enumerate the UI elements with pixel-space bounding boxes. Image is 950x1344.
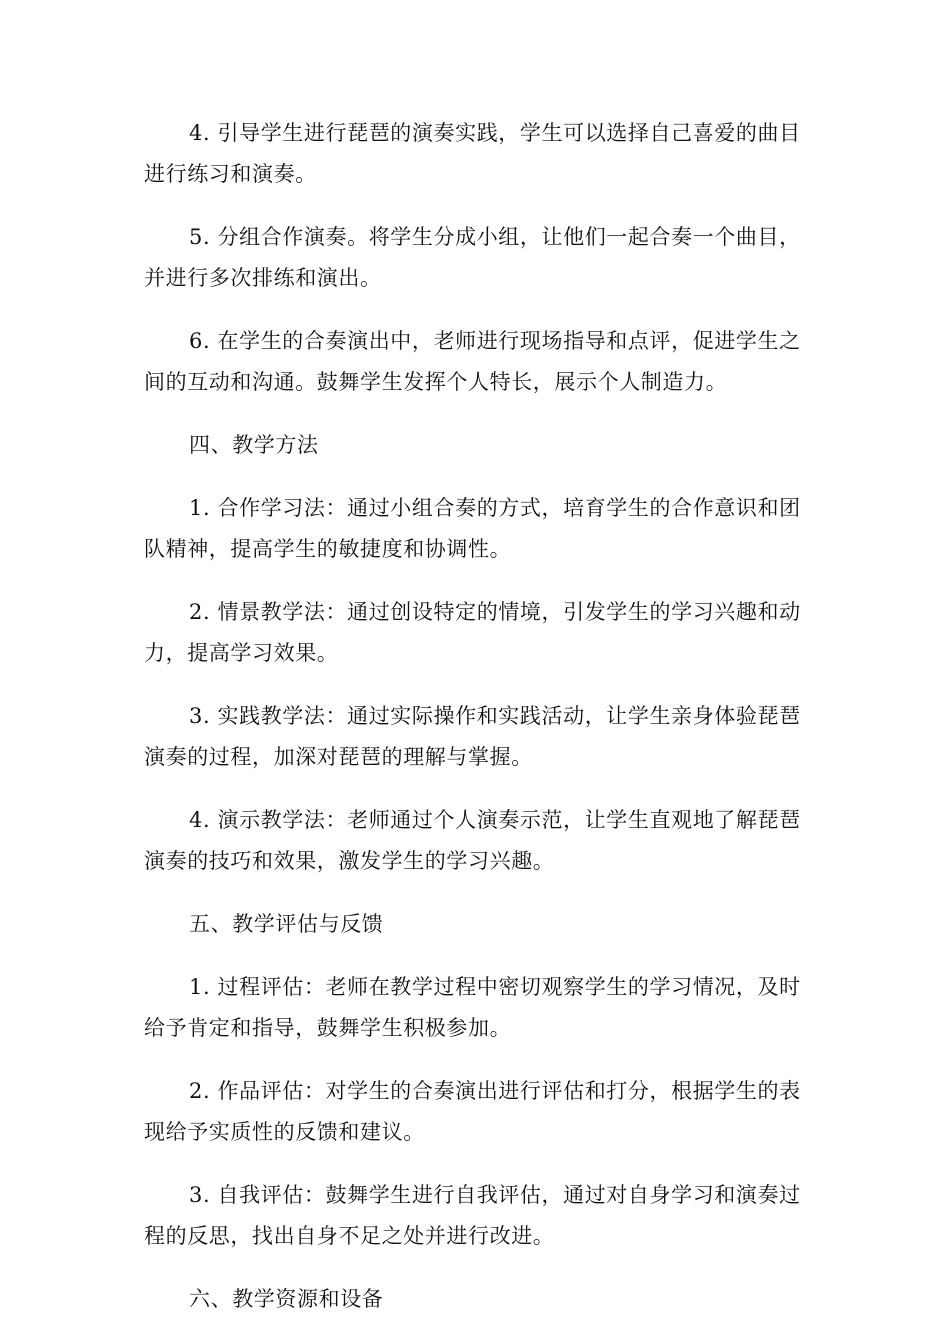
paragraph-practice-item-4: 4. 引导学生进行琵琶的演奏实践，学生可以选择自己喜爱的曲目进行练习和演奏。 [144, 121, 801, 186]
section-heading-teaching-methods: 四、教学方法 [189, 433, 319, 457]
paragraph-method-item-4: 4. 演示教学法：老师通过个人演奏示范，让学生直观地了解琵琶演奏的技巧和效果，激发学生的学习兴趣。 [144, 808, 801, 873]
paragraph-evaluation-item-2: 2. 作品评估：对学生的合奏演出进行评估和打分，根据学生的表现给予实质性的反馈和建议。 [144, 1079, 801, 1144]
paragraph-method-item-2: 2. 情景教学法：通过创设特定的情境，引发学生的学习兴趣和动力，提高学习效果。 [144, 600, 801, 665]
paragraph-practice-item-6: 6. 在学生的合奏演出中，老师进行现场指导和点评，促进学生之间的互动和沟通。鼓舞学生发挥个人特长，展示个人制造力。 [144, 329, 801, 394]
paragraph-method-item-1: 1. 合作学习法：通过小组合奏的方式，培育学生的合作意识和团队精神，提高学生的敏捷度和协调性。 [144, 496, 801, 561]
section-heading-evaluation: 五、教学评估与反馈 [189, 912, 384, 936]
section-heading-resources: 六、教学资源和设备 [189, 1287, 384, 1311]
paragraph-evaluation-item-1: 1. 过程评估：老师在教学过程中密切观察学生的学习情况，及时给予肯定和指导，鼓舞学生积极参加。 [144, 975, 801, 1040]
paragraph-method-item-3: 3. 实践教学法：通过实际操作和实践活动，让学生亲身体验琵琶演奏的过程，加深对琵琶的理解与掌握。 [144, 704, 801, 769]
paragraph-practice-item-5: 5. 分组合作演奏。将学生分成小组，让他们一起合奏一个曲目，并进行多次排练和演出。 [144, 225, 801, 290]
paragraph-evaluation-item-3: 3. 自我评估：鼓舞学生进行自我评估，通过对自身学习和演奏过程的反思，找出自身不足之处并进行改进。 [144, 1183, 801, 1248]
document-body [144, 113, 808, 1342]
